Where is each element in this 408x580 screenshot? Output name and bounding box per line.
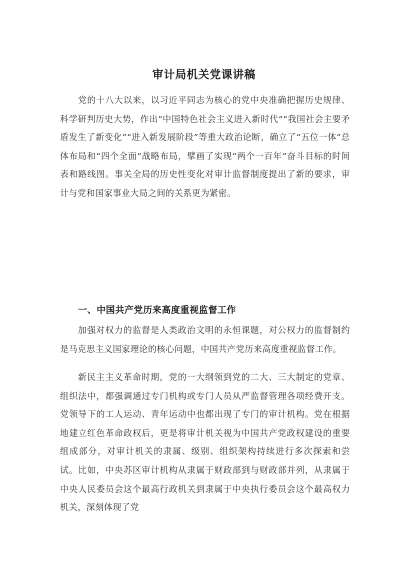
paragraph-history: 新民主主义革命时期，党的一大纲领到党的二大、三大制定的党章、组织法中，都强调通过专门机构或专门人员从严监督管理各项经费开支。党领导下的工人运动、青年运动中也都出现了专门的审计机构。党在根据地建立红色革命政权后，更是将审计机关视为中国共产党政权建设的重要组成部分，对审计机关的隶属、级别、组织架构持续进行多次探索和尝试。比如，中央苏区审计机构从隶属于财政部到与财政部并列，从隶属于中央人民委员会这个最高行政机关到隶属于中央执行委员会这个最高权力机关，深刻体现了党: [60, 373, 350, 514]
paragraph-intro: 党的十八大以来，以习近平同志为核心的党中央准确把握历史规律、科学研判历史大势，作出“中国特色社会主义进入新时代”“我国社会主要矛盾发生了新变化”“进入新发展阶段”等重大政治论断，确立了“五位一体”总体布局和“四个全面”战略布局，擘画了实现“两个一百年”奋斗目标的时间表和路线图。事关全局的历史性变化对审计监督制度提出了新的要求，审计与党和国家事业大局之间的关系更为紧密。: [60, 96, 350, 199]
paragraph-supervision: 加强对权力的监督是人类政治文明的永恒课题，对公权力的监督制约是马克思主义国家理论的核心问题，中国共产党历来高度重视监督工作。: [60, 326, 350, 355]
document-title: 审计局机关党课讲稿: [152, 68, 256, 81]
section-heading: 一、中国共产党历来高度重视监督工作: [78, 306, 237, 316]
